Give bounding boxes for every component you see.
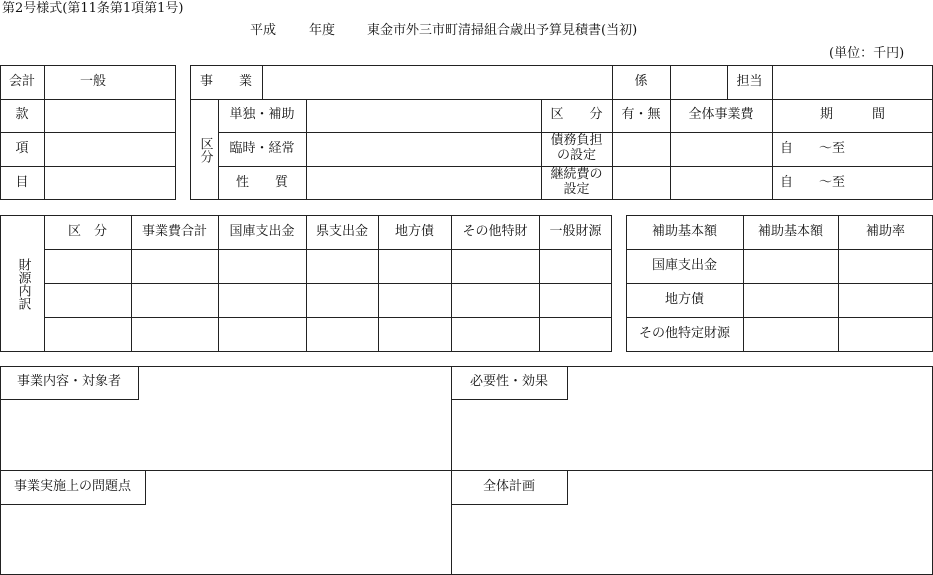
kou-label: 項 [15,140,29,156]
fiscal-year-label: 年度 [309,23,336,38]
col-chihousai: 地方債 [394,223,434,239]
hojo-row-chihousai: 地方債 [664,291,704,307]
col-jigyouhi-goukei: 事業費合計 [141,223,207,239]
period-from-to-1: 自 ～至 [780,140,846,156]
kubun-vertical-label: 区分 [197,136,213,163]
period-from-to-2: 自 ～至 [780,174,846,190]
tantou-label: 担当 [736,73,763,89]
col-ippan-zaigen: 一般財源 [549,223,602,239]
hitsuyousei-label: 必要性・効果 [451,366,568,400]
rinji-keijou-label: 臨時・経常 [229,140,295,156]
kakari-label: 係 [634,73,648,89]
col-kubun: 区 分 [67,223,107,239]
col-sonota-tokuzai: その他特財 [462,223,528,239]
hojo-row-sonota: その他特定財源 [638,326,730,342]
kaikei-value: 一般 [79,73,106,89]
col-ken: 県支出金 [315,223,368,239]
tandoku-hojo-label: 単独・補助 [229,107,295,123]
zaigen-vertical-label: 財源内訳 [15,257,31,310]
moku-label: 目 [15,174,29,190]
kikan-label: 期 間 [819,107,885,123]
hojo-kihongaku-header-2: 補助基本額 [757,223,823,239]
keizokuhi-label: 継続費の設定 [550,167,603,197]
col-kokko: 国庫支出金 [229,223,295,239]
era-label: 平成 [250,23,277,38]
zentai-jigyouhi-label: 全体事業費 [688,107,754,123]
hojo-kihongaku-header-1: 補助基本額 [651,223,717,239]
hojoritsu-header: 補助率 [865,223,905,239]
umu-label: 有・無 [621,107,661,123]
kubun-label: 区 分 [550,107,603,123]
zentai-keikaku-label: 全体計画 [451,470,568,505]
mondaiten-label: 事業実施上の問題点 [0,470,146,505]
kaikei-label: 会計 [8,73,35,89]
seishitsu-label: 性 質 [235,174,288,190]
form-number: 第2号様式(第11条第1項第1号) [2,1,184,16]
saimu-futan-label: 債務負担の設定 [550,133,603,163]
jigyou-label: 事 業 [199,73,252,89]
kan-label: 款 [15,107,29,123]
document-title: 東金市外三市町清掃組合歳出予算見積書(当初) [367,23,638,38]
unit-label: (単位：千円) [829,46,905,61]
jigyou-naiyou-label: 事業内容・対象者 [0,366,139,400]
hojo-row-kokko: 国庫支出金 [651,257,717,273]
